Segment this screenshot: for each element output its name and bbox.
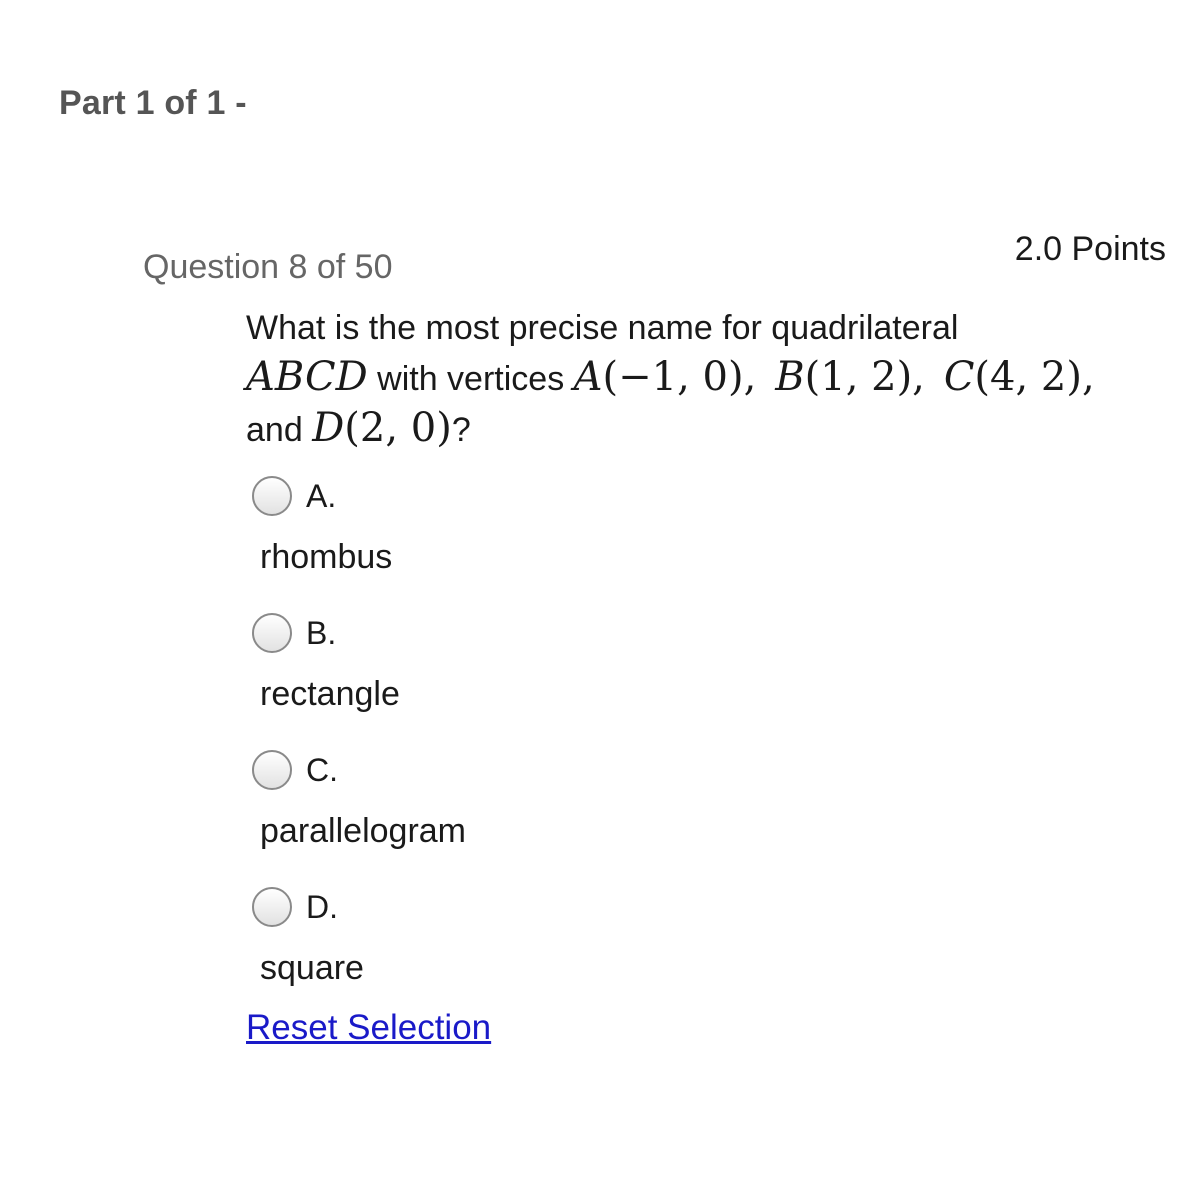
question-line-2 <box>246 353 1176 404</box>
and-text: and <box>246 411 313 449</box>
question-line-3 <box>246 404 1176 455</box>
vertex-a-letter: A <box>573 354 603 400</box>
option-c-text: parallelogram <box>260 812 466 850</box>
question-line-1: What is the most precise name for quadrilateral <box>246 309 959 347</box>
option-d-head <box>252 885 338 929</box>
vertex-a-coords: (−1, 0), <box>602 354 757 400</box>
quad-name <box>246 354 368 400</box>
option-c-radio[interactable] <box>252 750 292 790</box>
option-a[interactable] <box>252 474 393 611</box>
vertex-d-coords: (2, 0) <box>344 405 452 451</box>
question-text <box>246 304 1176 455</box>
question-mark: ? <box>451 411 471 449</box>
quad-name-text: ABCD <box>246 354 368 400</box>
vertex-b-letter: B <box>775 354 805 400</box>
option-c-letter: C. <box>306 751 338 788</box>
option-d-text: square <box>260 949 364 987</box>
vertex-d <box>312 405 452 451</box>
option-c[interactable] <box>252 748 466 885</box>
option-b-radio[interactable] <box>252 613 292 653</box>
vertex-c <box>944 354 1095 400</box>
answer-options <box>252 474 466 1022</box>
option-b-text: rectangle <box>260 675 400 713</box>
question-number: Question 8 of 50 <box>143 248 393 286</box>
vertex-c-letter: C <box>943 354 975 400</box>
vertex-b-coords: (1, 2), <box>804 354 925 400</box>
vertex-c-coords: (4, 2), <box>974 354 1095 400</box>
points-label: 2.0 Points <box>1014 230 1166 268</box>
vertex-d-letter: D <box>312 405 345 451</box>
option-b[interactable] <box>252 611 400 748</box>
option-d-letter: D. <box>306 888 338 925</box>
with-vertices-text: with vertices <box>367 360 574 398</box>
option-a-radio[interactable] <box>252 476 292 516</box>
option-d-radio[interactable] <box>252 887 292 927</box>
reset-selection-link[interactable]: Reset Selection <box>246 1008 492 1047</box>
vertex-b <box>775 354 925 400</box>
option-d[interactable] <box>252 885 364 1022</box>
option-c-head <box>252 748 338 792</box>
vertex-a <box>574 354 757 400</box>
option-a-head <box>252 474 338 518</box>
option-a-text: rhombus <box>260 538 393 576</box>
option-b-head <box>252 611 338 655</box>
option-b-letter: B. <box>306 614 337 651</box>
part-header: Part 1 of 1 - <box>59 84 247 122</box>
option-a-letter: A. <box>306 477 337 514</box>
